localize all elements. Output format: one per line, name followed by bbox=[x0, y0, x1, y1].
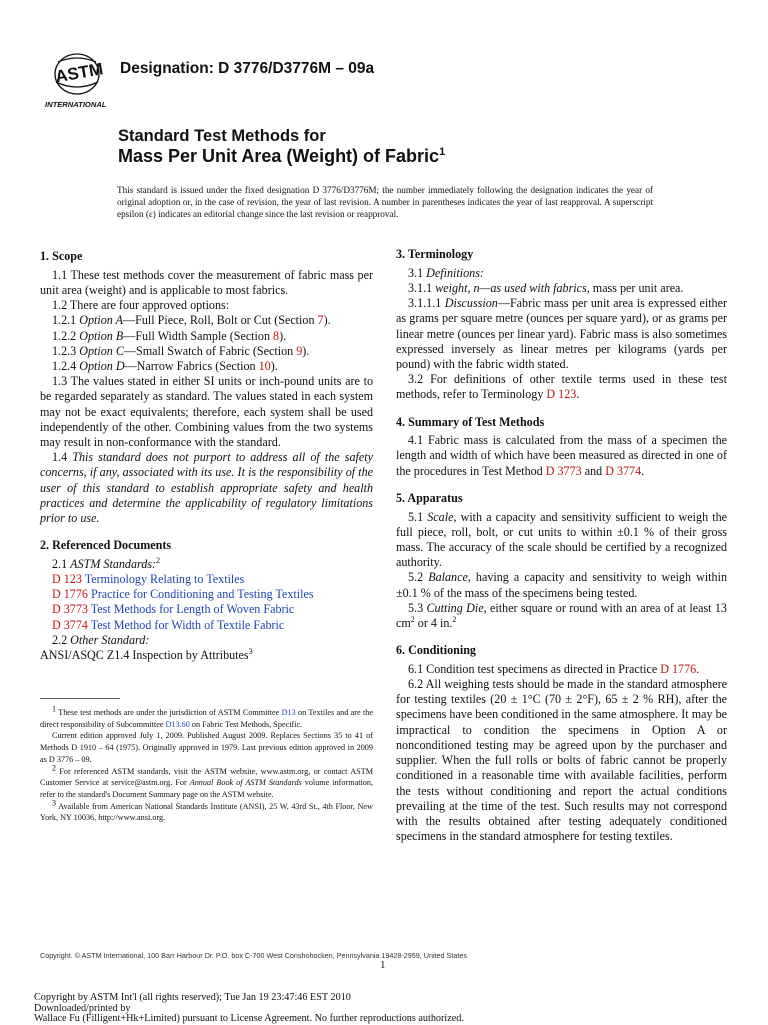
section-link[interactable]: 9 bbox=[296, 343, 303, 358]
para-5-3: 5.3 Cutting Die, either square or round with an area of at least 13 $cm^2$ or 4 in.$^2$ bbox=[396, 600, 727, 630]
right-column bbox=[396, 247, 727, 844]
standard-link-d1776[interactable]: D 1776 bbox=[660, 661, 697, 676]
para-4-1: 4.1 Fabric mass is calculated from the mass of a specimen the length and width of which have been measured as directed in one of the procedures in Test Method D 3773 and D 3774. bbox=[396, 433, 727, 478]
subcommittee-link[interactable]: D13.60 bbox=[165, 719, 190, 729]
reference-title[interactable]: Test Method for Width of Textile Fabric bbox=[90, 617, 285, 632]
footnote-1-edition: Current edition approved July 1, 2009. Published August 2009. Replaces Sections 35 to 41 of Methods D 1910 – 64 (1975). Originally approved in 1979. Last previous edition approved in 2009 as D 3776 – 09. bbox=[40, 731, 373, 764]
committee-link[interactable]: D13 bbox=[281, 708, 296, 717]
reference-code[interactable]: D 3774 bbox=[52, 617, 88, 632]
section-link[interactable]: 7 bbox=[317, 313, 324, 328]
section-heading-scope: 1. Scope bbox=[40, 249, 83, 263]
section-link[interactable]: 8 bbox=[273, 328, 280, 343]
para-2-1: 2.1 ASTM Standards:$^2$ bbox=[52, 555, 161, 571]
reference-title[interactable]: Test Methods for Length of Woven Fabric bbox=[90, 602, 295, 617]
para-2-2: 2.2 Other Standard: bbox=[52, 632, 150, 647]
standard-link-d3773[interactable]: D 3773 bbox=[545, 463, 582, 478]
option-b: 1.2.2 Option B—Full Width Sample (Section 8). bbox=[52, 328, 287, 343]
reference-item[interactable] bbox=[52, 572, 373, 587]
astm-logo bbox=[44, 52, 110, 110]
reference-title[interactable]: Practice for Conditioning and Testing Textiles bbox=[90, 587, 314, 602]
copyright-line: Copyright. © ASTM International, 100 Barr Harbour Dr. P.O. box C-700 West Conshohocken, Pennsylvania 19428-2959, United States bbox=[40, 951, 467, 960]
reference-item[interactable] bbox=[52, 587, 373, 602]
license-notice bbox=[34, 993, 464, 1025]
reference-item[interactable] bbox=[52, 602, 373, 617]
svg-text:INTERNATIONAL: INTERNATIONAL bbox=[45, 100, 107, 109]
para-6-2: 6.2 All weighing tests should be made in the standard atmosphere for testing textiles (20 ± 1°C (70 ± 2°F), 65 ± 2 % RH), after the specimens have been conditioned in the same atmosphere. It may be impractical to condition the specimens in Option A or nonconditioned testing may be agreed upon by the purchaser and supplier. When the full rolls or bolts of fabric cannot be properly conditioned in a reasonable time with available facilities, perform the tests without conditioning and report the actual conditions prevailing at the time of the test. Such results may not correspond with the results obtained after testing adequately conditioned specimens in the standard atmosphere for testing textiles. bbox=[396, 677, 727, 844]
footnotes bbox=[40, 704, 374, 824]
option-d: 1.2.4 Option D—Narrow Fabrics (Section 10). bbox=[52, 358, 278, 373]
option-c: 1.2.3 Option C—Small Swatch of Fabric (Section 9). bbox=[52, 343, 310, 358]
para-3-2: 3.2 For definitions of other textile terms used in these test methods, refer to Terminology D 123. bbox=[396, 372, 727, 402]
para-3-1-1: 3.1.1 weight, n—as used with fabrics, mass per unit area. bbox=[408, 280, 684, 295]
para-5-2: 5.2 Balance, having a capacity and sensitivity to weigh within ±0.1 % of the mass of the specimens being tested. bbox=[396, 570, 727, 600]
page-number: 1 bbox=[380, 959, 386, 971]
footnote-2: $^2$ For referenced ASTM standards, visit the ASTM website, www.astm.org, or contact ASTM Customer Service at service@astm.org. For Annual Book of ASTM Standards volume information, refer to the standard's Document Summary page on the ASTM website. bbox=[40, 762, 374, 799]
para-6-1: 6.1 Condition test specimens as directed in Practice D 1776. bbox=[408, 661, 700, 676]
para-3-1-1-1: 3.1.1.1 Discussion—Fabric mass per unit area is expressed either as grams per square metre (ounces per square yard), or as grams per linear metre (ounces per linear yard). Fabric mass is also sometimes expressed inversely as linear metres per kilograms (yards per pound) with the fabric width stated. bbox=[396, 296, 727, 371]
para-3-1: 3.1 Definitions: bbox=[408, 265, 484, 280]
footnote-3: $^3$ Available from American National Standards Institute (ANSI), 25 W. 43rd St., 4th Floor, New York, NY 10036, http://www.ansi.org. bbox=[40, 797, 373, 823]
license-line-2: Downloaded/printed by bbox=[34, 1002, 131, 1014]
para-1-1: 1.1 These test methods cover the measurement of fabric mass per unit area (weight) and is applicable to most fabrics. bbox=[40, 267, 373, 297]
ansi-reference: ANSI/ASQC Z1.4 Inspection by Attributes$^3$ bbox=[40, 647, 253, 663]
standard-link-d123[interactable]: D 123 bbox=[546, 387, 577, 402]
section-heading-summary: 4. Summary of Test Methods bbox=[396, 414, 545, 429]
reference-list bbox=[40, 572, 373, 633]
section-heading-referenced-documents: 2. Referenced Documents bbox=[40, 538, 172, 553]
option-a: 1.2.1 Option A—Full Piece, Roll, Bolt or Cut (Section 7). bbox=[52, 313, 331, 328]
title-line-1: Standard Test Methods for bbox=[118, 127, 326, 145]
para-5-1: 5.1 Scale, with a capacity and sensitivity sufficient to weigh the full piece, roll, bolt, or cut units to within ±0.1 % of their gross mass. The accuracy of the scale should be certified by a recognized authority. bbox=[396, 509, 727, 570]
footnote-1: $^1$ These test methods are under the jurisdiction of ASTM Committee D13 on Textiles and are the direct responsibility of Subcommittee D13.60 on Fabric Test Methods, Specific. bbox=[40, 704, 373, 729]
section-heading-terminology: 3. Terminology bbox=[396, 247, 474, 261]
designation: Designation: D 3776/D3776M – 09a bbox=[120, 60, 375, 77]
left-column bbox=[40, 249, 373, 663]
section-heading-conditioning: 6. Conditioning bbox=[396, 643, 476, 658]
standard-link-d3774[interactable]: D 3774 bbox=[605, 463, 642, 478]
license-line-3: Wallace Fu (Filligent+Hk+Limited) pursuant to License Agreement. No further reproductions authorized. bbox=[34, 1013, 464, 1024]
reference-code[interactable]: D 1776 bbox=[52, 587, 88, 602]
title-line-2: Mass Per Unit Area (Weight) of Fabric$^1$ bbox=[118, 146, 446, 166]
footnote-divider bbox=[40, 698, 120, 699]
para-1-4: 1.4 This standard does not purport to address all of the safety concerns, if any, associated with its use. It is the responsibility of the user of this standard to establish appropriate safety and health practices and determine the applicability of regulatory limitations prior to use. bbox=[40, 450, 373, 525]
license-line-1: Copyright by ASTM Int'l (all rights reserved); Tue Jan 19 23:47:46 EST 2010 bbox=[34, 992, 351, 1003]
section-heading-apparatus: 5. Apparatus bbox=[396, 490, 463, 505]
para-1-2: 1.2 There are four approved options: bbox=[52, 298, 230, 313]
section-link[interactable]: 10 bbox=[258, 358, 271, 373]
reference-code[interactable]: D 3773 bbox=[52, 602, 88, 617]
designation-notice: This standard is issued under the fixed designation D 3776/D3776M; the number immediately following the designation indicates the year of original adoption or, in the case of revision, the year of last revision. A number in parentheses indicates the year of last reapproval. A superscript epsilon (ε) indicates an editorial change since the last revision or reapproval. bbox=[117, 185, 653, 220]
reference-code[interactable]: D 123 bbox=[52, 572, 82, 587]
reference-title[interactable]: Terminology Relating to Textiles bbox=[84, 572, 245, 587]
svg-text:ASTM: ASTM bbox=[53, 59, 105, 87]
para-1-3: 1.3 The values stated in either SI units or inch-pound units are to be regarded separately as standard. The values stated in each system may not be exact equivalents; therefore, each system shall be used independently of the other. Combining values from the two systems may result in non-conformance with the standard. bbox=[40, 374, 373, 449]
reference-item[interactable] bbox=[52, 618, 373, 633]
